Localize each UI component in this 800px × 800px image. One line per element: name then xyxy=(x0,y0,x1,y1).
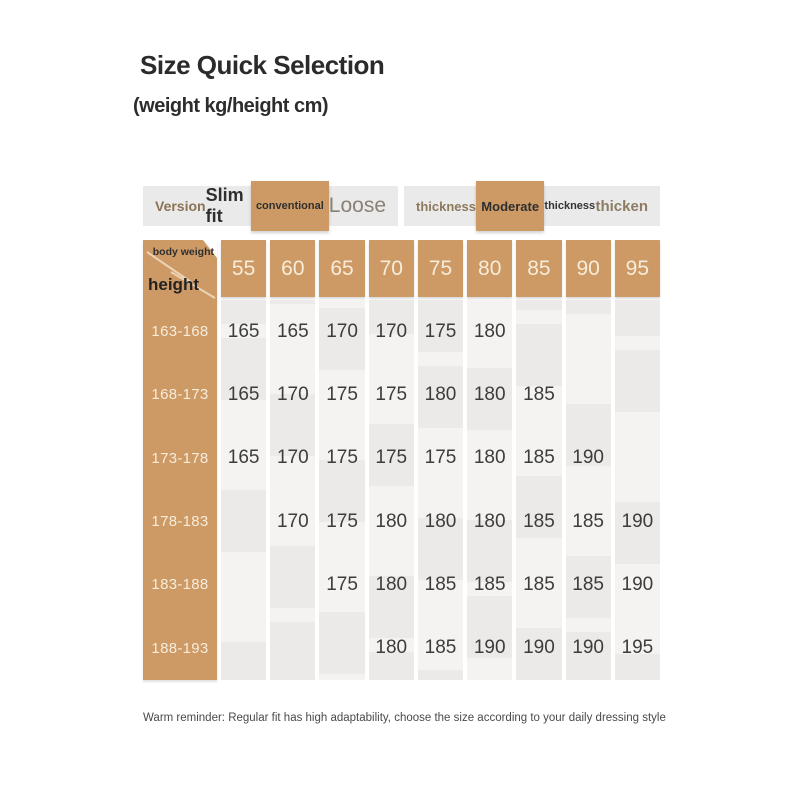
weight-column xyxy=(319,240,364,680)
size-cell: 170 xyxy=(375,320,408,342)
option-conventional-selected[interactable] xyxy=(251,181,329,231)
corner-row-axis-label: height xyxy=(148,275,199,294)
corner-column-axis-label: body weight xyxy=(152,246,214,258)
weight-column xyxy=(566,240,611,680)
size-cell: 185 xyxy=(523,573,555,595)
option-conventional-label: conventional xyxy=(255,200,324,212)
size-cell: 180 xyxy=(473,383,506,405)
size-cell: 190 xyxy=(473,637,506,659)
thickness-bar xyxy=(404,186,660,226)
size-cell xyxy=(566,300,611,363)
size-cell: 175 xyxy=(326,383,358,405)
weight-column xyxy=(418,240,463,680)
size-cell: 165 xyxy=(227,383,260,405)
size-cell xyxy=(566,363,611,426)
weight-column-strip xyxy=(516,300,561,680)
weight-column-strip xyxy=(615,300,660,680)
weight-header-cell: 85 xyxy=(516,240,561,297)
size-cell xyxy=(221,490,266,553)
size-cell: 190 xyxy=(621,510,654,532)
version-bar xyxy=(143,186,398,226)
size-cell: 165 xyxy=(276,320,309,342)
size-cell: 175 xyxy=(424,320,457,342)
footer-note: Warm reminder: Regular fit has high adaptability, choose the size according to your daily dressing style xyxy=(143,712,666,724)
size-cell xyxy=(221,617,266,680)
size-cell: 185 xyxy=(424,637,457,659)
option-thicken[interactable]: thicken xyxy=(595,197,648,215)
weight-header-cell: 55 xyxy=(221,240,266,297)
size-cell xyxy=(615,363,660,426)
weight-column-strip xyxy=(221,300,266,680)
size-cell: 180 xyxy=(375,637,408,659)
size-cell xyxy=(270,617,315,680)
size-table xyxy=(143,240,660,680)
size-cell: 185 xyxy=(523,383,555,405)
weight-column xyxy=(369,240,414,680)
option-moderate-selected[interactable] xyxy=(476,181,544,231)
size-cell: 165 xyxy=(227,447,260,469)
size-cell: 190 xyxy=(523,637,555,659)
weight-column-strip xyxy=(418,300,463,680)
weight-column xyxy=(516,240,561,680)
size-cell: 185 xyxy=(572,510,604,532)
size-cell: 185 xyxy=(473,573,506,595)
height-range-label: 188-193 xyxy=(151,639,209,657)
size-cell xyxy=(615,300,660,363)
weight-column-strip xyxy=(566,300,611,680)
size-cell: 165 xyxy=(227,320,260,342)
option-moderate-label: Moderate xyxy=(481,198,540,214)
weight-column-strip xyxy=(369,300,414,680)
weight-header-cell: 60 xyxy=(270,240,315,297)
height-column xyxy=(143,240,217,680)
size-cell: 180 xyxy=(424,510,457,532)
weight-header-cell: 80 xyxy=(467,240,512,297)
option-thickness-thin[interactable]: thickness xyxy=(416,198,476,214)
size-cell: 190 xyxy=(572,637,604,659)
size-cell: 175 xyxy=(326,573,358,595)
size-cell: 170 xyxy=(276,383,309,405)
size-cell: 170 xyxy=(276,447,309,469)
size-cell: 195 xyxy=(621,637,654,659)
height-range-label: 168-173 xyxy=(151,386,209,404)
weight-column-strip xyxy=(270,300,315,680)
height-range-label: 178-183 xyxy=(151,513,209,531)
option-slim-fit[interactable]: Slim fit xyxy=(205,185,244,226)
weight-header-cell: 75 xyxy=(418,240,463,297)
page-title: Size Quick Selection xyxy=(140,50,385,80)
weight-header-cell: 95 xyxy=(615,240,660,297)
weight-header-cell: 65 xyxy=(319,240,364,297)
size-cell xyxy=(221,553,266,616)
size-cell xyxy=(319,617,364,680)
size-cell: 175 xyxy=(424,447,457,469)
size-cell: 185 xyxy=(424,573,457,595)
size-cell: 190 xyxy=(621,573,654,595)
size-cell: 175 xyxy=(326,447,358,469)
size-cell xyxy=(615,427,660,490)
weight-column-strip xyxy=(467,300,512,680)
size-cell: 180 xyxy=(473,447,506,469)
size-cell: 170 xyxy=(276,510,309,532)
page-subtitle: (weight kg/height cm) xyxy=(133,95,329,117)
size-cell: 175 xyxy=(326,510,358,532)
size-cell: 185 xyxy=(572,573,604,595)
size-cell xyxy=(270,553,315,616)
size-cell: 170 xyxy=(326,320,358,342)
weight-column xyxy=(467,240,512,680)
size-cell: 180 xyxy=(375,573,408,595)
size-cell: 185 xyxy=(523,447,555,469)
size-cell: 175 xyxy=(375,447,408,469)
weight-header-cell: 90 xyxy=(566,240,611,297)
size-cell: 180 xyxy=(375,510,408,532)
weight-column-strip xyxy=(319,300,364,680)
weight-column xyxy=(270,240,315,680)
height-range-label: 163-168 xyxy=(151,323,209,341)
size-cell: 180 xyxy=(473,320,506,342)
size-cell: 180 xyxy=(473,510,506,532)
weight-header-cell: 70 xyxy=(369,240,414,297)
height-range-label: 173-178 xyxy=(151,449,209,467)
size-cell: 180 xyxy=(424,383,457,405)
height-range-label: 183-188 xyxy=(151,576,209,594)
size-cell: 190 xyxy=(572,447,604,469)
option-loose[interactable]: Loose xyxy=(328,194,386,217)
size-cell xyxy=(516,300,561,363)
size-cell: 175 xyxy=(375,383,408,405)
table-corner-cell xyxy=(143,240,217,300)
version-bar-label: Version xyxy=(155,198,206,214)
weight-column xyxy=(615,240,660,680)
weight-column xyxy=(221,240,266,680)
size-cell: 185 xyxy=(523,510,555,532)
option-thickness-thick[interactable]: thickness xyxy=(544,200,596,212)
